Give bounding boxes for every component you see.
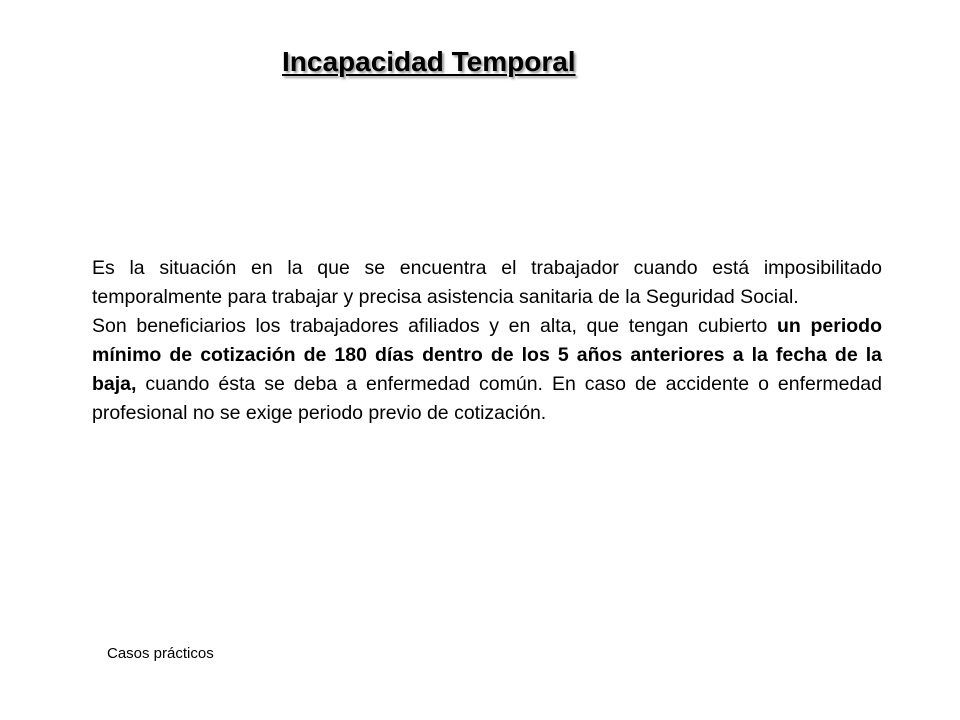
body-text	[92, 254, 882, 428]
beneficiaries-intro: Son beneficiarios los trabajadores afiliados y en alta, que tengan cubierto	[92, 315, 778, 337]
beneficiaries-requirement: un periodo mínimo de cotización de 180 días dentro de los 5 años anteriores a la fecha de la baja,	[92, 315, 882, 395]
beneficiaries-paragraph	[92, 312, 882, 428]
slide-title: Incapacidad Temporal	[282, 46, 576, 77]
casos-practicos-link[interactable]: Casos prácticos	[107, 645, 214, 662]
beneficiaries-rest: cuando ésta se deba a enfermedad común. En caso de accidente o enfermedad profesional no se exige periodo previo de cotización.	[92, 373, 882, 424]
definition-paragraph: Es la situación en la que se encuentra el trabajador cuando está imposibilitado temporalmente para trabajar y precisa asistencia sanitaria de la Seguridad Social.	[92, 257, 882, 308]
